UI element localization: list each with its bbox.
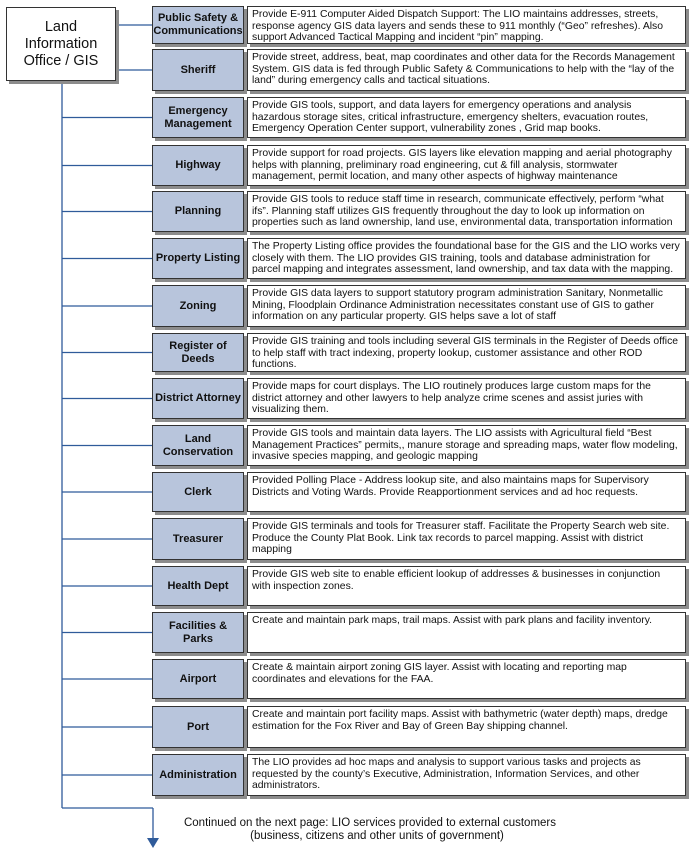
service-description: Provide GIS training and tools including several GIS terminals in the Register of Deeds office to help staff with tract indexing, property lookup, customer assistance and other ROD functions. [247,333,686,372]
service-description: Provide support for road projects. GIS layers like elevation mapping and aerial photography helps with planning, preliminary road engineering, cut & fill analysis, stormwater management, permit location, and many other aspects of highway maintenance [247,145,686,186]
department-label: Sheriff [152,49,244,91]
service-row [152,566,686,606]
service-row [152,706,686,748]
department-label: Health Dept [152,566,244,606]
service-description: Create and maintain port facility maps. Assist with bathymetric (water depth) maps, dredge estimation for the Fox River and Bay of Green Bay shipping channel. [247,706,686,748]
service-description: Provide GIS tools, support, and data layers for emergency operations and analysis hazardous storage sites, critical infrastructure, emergency shelters, evacuation routes, Emergency Operation Center support, vulnerability zones , Grid map books. [247,97,686,138]
department-label: Port [152,706,244,748]
service-description: Provide GIS tools and maintain data layers. The LIO assists with Agricultural field “Best Management Practices” permits,, manure storage and spreading maps, water flow modeling, invasive species mapping, and geologic mapping [247,425,686,466]
service-description: Provide maps for court displays. The LIO routinely produces large custom maps for the district attorney and other lawyers to help analyze crime scenes and assist juries with visualizing them. [247,378,686,419]
continuation-note-line-2: (business, citizens and other units of government) [250,830,504,842]
department-label: Airport [152,659,244,699]
service-row [152,191,686,232]
service-description: Provide GIS data layers to support statutory program administration Sanitary, Nonmetallic Mining, Floodplain Ordinance Administration necessitates constant use of GIS to gather information on any particular property. GIS helps save a lot of staff [247,285,686,327]
service-row [152,378,686,419]
service-row [152,333,686,372]
service-description: Provide GIS tools to reduce staff time in research, communicate effectively, perform “what ifs”. Planning staff utilizes GIS frequently throughout the day to look up information on properties such as land ownership, land use, environmental data, transportation information [247,191,686,232]
department-label: Facilities & Parks [152,612,244,653]
service-row [152,97,686,138]
service-description: The LIO provides ad hoc maps and analysis to support various tasks and projects as requested by the county’s Executive, Administration, Information Services, and other administrators. [247,754,686,796]
service-description: Provide E-911 Computer Aided Dispatch Support: The LIO maintains addresses, streets, response agency GIS data layers and sends these to 911 monthly (“Geo” refreshes). Also support Advanced Tactical Mapping and incident “pin” mapping. [247,6,686,44]
service-row [152,49,686,91]
service-description: Provide street, address, beat, map coordinates and other data for the Records Management System. GIS data is fed through Public Safety & Communications to help with the “lay of the land” during emergency calls and tactical situations. [247,49,686,91]
service-description: Provide GIS web site to enable efficient lookup of addresses & businesses in conjunction with inspection zones. [247,566,686,606]
service-row [152,425,686,466]
service-row [152,285,686,327]
department-label: Emergency Management [152,97,244,138]
department-label: Register of Deeds [152,333,244,372]
department-label: Planning [152,191,244,232]
continuation-note [160,817,580,843]
department-label: Zoning [152,285,244,327]
service-description: Provided Polling Place - Address lookup site, and also maintains maps for Supervisory Districts and Voting Wards. Provide Reapportionment services and ad hoc requests. [247,472,686,512]
department-label: Clerk [152,472,244,512]
service-row [152,754,686,796]
service-description: Provide GIS terminals and tools for Treasurer staff. Facilitate the Property Search web site. Produce the County Plat Book. Link tax records to parcel mapping. Assist with district mapping [247,518,686,560]
service-description: The Property Listing office provides the foundational base for the GIS and the LIO works very closely with them. The LIO provides GIS training, tools and database administration for parcel mapping and integrates assessment, land ownership, and tax data with the mapping. [247,238,686,279]
department-label: Treasurer [152,518,244,560]
service-row [152,518,686,560]
service-row [152,472,686,512]
service-description: Create and maintain park maps, trail maps. Assist with park plans and facility inventory. [247,612,686,653]
service-row [152,612,686,653]
root-node-land-information-office: Land Information Office / GIS [6,7,116,81]
down-arrow-icon [147,838,159,848]
service-row [152,6,686,44]
continuation-note-line-1: Continued on the next page: LIO services provided to external customers [183,817,557,829]
department-label: Administration [152,754,244,796]
department-label: Property Listing [152,238,244,279]
service-description: Create & maintain airport zoning GIS layer. Assist with locating and reporting map coordinates and elevations for the FAA. [247,659,686,699]
service-row [152,238,686,279]
department-label: District Attorney [152,378,244,419]
service-row [152,145,686,186]
service-row [152,659,686,699]
department-label: Highway [152,145,244,186]
department-label: Public Safety & Communications [152,6,244,44]
department-label: Land Conservation [152,425,244,466]
